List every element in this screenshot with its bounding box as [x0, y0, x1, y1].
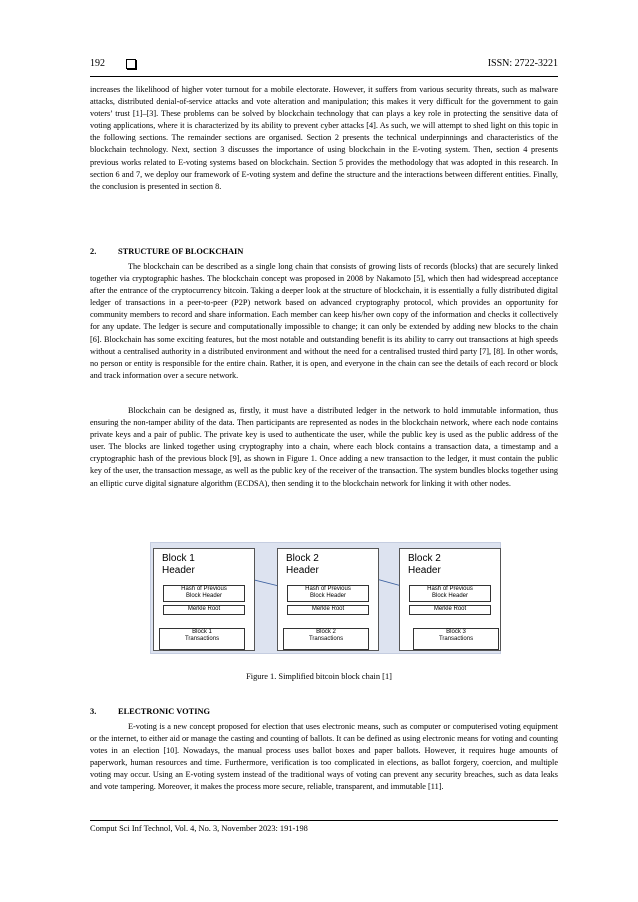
section-2-paragraph-2: Blockchain can be designed as, firstly, it must have a distributed ledger in the network to hold immutable information, thus ensuring the non-tamper ability of the data. Then participants are represented as nodes in the blockchain network, where each node contains private keys and a pair of public. The private key is used to authenticate the user, while the public key is used as the public address of the user. The blocks are linked together using cryptography into a chain, where each block contains a transaction data, a timestamp and a cryptographic hash of the previous block [9], as shown in Figure 1. Once adding a new transaction to the ledger, it must contain the public key of the user, the transaction message, as well as the public key of the receiver of the transaction. The system bundles blocks together using an elliptic curve digital signature algorithm (ECDSA), then sending it to the blockchain network for linking it with other nodes.: [90, 406, 558, 488]
section-3-paragraph-1: E-voting is a new concept proposed for election that uses electronic means, such as computer or computerised voting equipment or the internet, to either aid or manage the casting and counting of ballots. It can be defined as using electronic means for voting and counting votes in an election [10]. Nowadays, the manual process uses ballot boxes and paper ballots. However, it requires huge amounts of paperwork, human resources and time. Furthermore, verification is too complicated in elections, as ballot forgery, coercion, and multiple voting may occur. Using an E-voting system instead of the traditional ways of voting can prevent any security breaches, such as data leaks and vote tampering. Moreover, it makes the process more secure, reliable, transparent, and immutable [11].: [90, 722, 558, 792]
block-title: Block 2: [408, 553, 441, 564]
checkbox-glyph-icon: [126, 59, 136, 69]
merkle-root-box: Merkle Root: [163, 605, 245, 615]
hash-prev-box: Hash of Previous Block Header: [409, 585, 491, 602]
footer-rule: [90, 820, 558, 821]
header-rule: [90, 76, 558, 77]
hash-prev-box: Hash of Previous Block Header: [163, 585, 245, 602]
block-title: Block 2: [286, 553, 319, 564]
section-3-title: ELECTRONIC VOTING: [118, 707, 211, 716]
block-3-transactions: Block 3 Transactions: [413, 628, 499, 650]
block-1-transactions: Block 1 Transactions: [159, 628, 245, 650]
section-3-heading: [90, 707, 210, 716]
figure-caption: Figure 1. Simplified bitcoin block chain [1]: [246, 672, 392, 681]
section-3-number: 3.: [90, 707, 97, 716]
section-2-title: STRUCTURE OF BLOCKCHAIN: [118, 247, 244, 256]
section-2-heading: [90, 247, 243, 256]
issn: ISSN: 2722-3221: [487, 58, 558, 69]
merkle-root-box: Merkle Root: [409, 605, 491, 615]
block-subtitle: Header: [408, 565, 441, 576]
block-subtitle: Header: [286, 565, 319, 576]
hash-prev-box: Hash of Previous Block Header: [287, 585, 369, 602]
footer-citation: Comput Sci Inf Technol, Vol. 4, No. 3, November 2023: 191-198: [90, 824, 308, 833]
section-2-paragraph-1: The blockchain can be described as a single long chain that consists of growing lists of records (blocks) that are securely linked together via cryptographic hashes. The blockchain concept was proposed in 2008 by Nakamoto [5], which then had widespread acceptance after the entrance of the cryptocurrency bitcoin. Taking a deeper look at the structure of blockchain, it is essentially a fully distributed digital ledger of transactions in a peer-to-peer (P2P) network based on advanced cryptography protocol, which provides an opportunity for community members to record and share information. Each member can keep his/her own copy of the information and checks it collectively for any update. The ledger is secure and computationally impossible to change; it can only be extended by adding new blocks to the chain [6]. Blockchain has some exciting features, but the most notable and outstanding benefit is its ability to carry out transactions at high speeds without a centralised authority in a distributed environment and without the need for a centralised trusted third party [7], [8]. In other words, no person or entity is responsible for the entire chain. Rather, it is open, and everyone in the chain can see the details of each record or block and track information over a secure network.: [90, 262, 558, 380]
figure-blockchain-diagram: [150, 542, 501, 654]
section-2-number: 2.: [90, 247, 97, 256]
page-number: 192: [90, 58, 105, 69]
block-subtitle: Header: [162, 565, 195, 576]
intro-paragraph: increases the likelihood of higher voter turnout for a mobile electorate. However, it suffers from various security threats, such as malware attacks, distributed denial-of-service attacks and vote alteration and manipulation; this makes it very difficult for the government to gain voters’ trust [1]–[3]. These problems can be solved by blockchain technology that can plays a key role in protecting the sensitive data of voting applications, where it is characterized by its ability to prevent cyber attacks [4]. As such, we will attempt to shed light on this topic in the following sections. The remainder sections are organised. Section 2 presents the technical underpinnings and characteristics of the blockchain technology. Next, section 3 discusses the importance of using blockchain in the E-voting system. Then, section 4 presents previous works related to E-voting systems based on blockchain. Section 5 provides the methodology that was adopted in this research. In section 6 and 7, we deploy our framework of E-voting system and define the structure and the interactions between different entities. Finally, the conclusion is presented in section 8.: [90, 85, 558, 191]
block-title: Block 1: [162, 553, 195, 564]
merkle-root-box: Merkle Root: [287, 605, 369, 615]
running-header: [90, 58, 558, 74]
block-2-transactions: Block 2 Transactions: [283, 628, 369, 650]
